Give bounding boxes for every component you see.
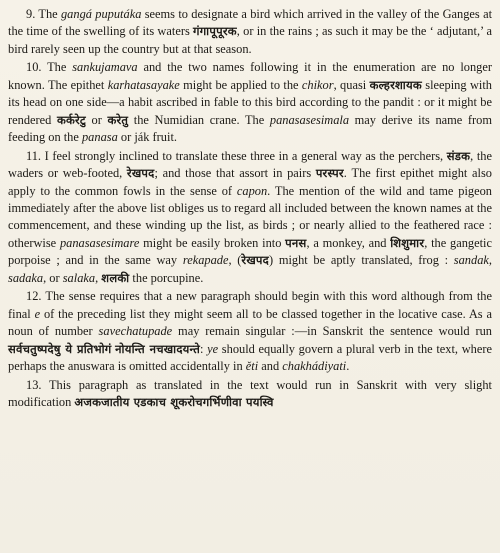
devanagari-term: नोयन्ति नचखादयन्ते <box>115 341 200 356</box>
text-run: might be easily broken into <box>139 235 286 250</box>
italic-term: ěti <box>245 359 259 374</box>
devanagari-term: परस्पर <box>315 166 344 181</box>
devanagari-term: करेतु <box>107 112 129 127</box>
italic-term: panasasesimare <box>59 235 140 250</box>
paragraph-13 <box>8 377 492 412</box>
text-run: may derive its name from feeding on the <box>8 112 493 145</box>
text-run: , or in the rains ; as such it may be the ‘ adjutant,’ a bird rarely seen up the country but at that season. <box>8 24 492 56</box>
text-run: and <box>258 359 283 374</box>
italic-term: e <box>34 306 41 321</box>
devanagari-term: संडक <box>446 148 471 163</box>
text-run: . <box>346 359 350 374</box>
paragraph-9 <box>8 6 492 58</box>
text-run: , <box>95 270 102 285</box>
italic-term: karhatasayake <box>107 77 180 92</box>
italic-term: capon <box>236 183 268 198</box>
devanagari-term: शलकी <box>101 270 130 285</box>
paragraph-12 <box>8 288 492 375</box>
devanagari-term: रेखपद <box>241 253 269 268</box>
paragraph-11 <box>8 148 492 288</box>
text-run: of the preceding list they might seem all to be classed together in the locative case. As a noun of number <box>8 306 492 339</box>
devanagari-term: पनस <box>285 235 307 250</box>
text-run: and the two names following it in the enumeration are no longer known. The epithet <box>8 60 492 92</box>
devanagari-term: शिशुमार <box>390 235 425 250</box>
text-run: 12. The sense requires that a new paragraph should begin with this word although from the final <box>8 289 492 321</box>
text-run: . The first epithet might also apply to the common fowls in the sense of <box>8 166 492 198</box>
text-run: seems to designate a bird which arrived in the valley of the Ganges at the time of the swelling of its waters <box>8 7 493 39</box>
italic-term: sandak <box>453 253 489 268</box>
devanagari-term: अजकजातीय एडकाच शूकरोचगर्भिणीवा पयस्वि <box>74 394 274 409</box>
text-run: : <box>200 341 208 356</box>
text-run: should equally govern a plural verb in the text, where perhaps the anuswara is omitted accidentally in <box>8 341 492 374</box>
text-run: , the waders or web-footed, <box>8 148 492 181</box>
text-run: 9. The <box>26 7 61 21</box>
italic-term: salaka <box>62 270 96 285</box>
text-run: or ják fruit. <box>117 130 177 145</box>
text-run: , a monkey, and <box>306 235 391 250</box>
italic-term: ye <box>207 341 219 356</box>
text-run: 11. I feel strongly inclined to translate these three in a general way as the perchers, <box>26 148 447 163</box>
text-run: might be applied to the <box>179 77 302 92</box>
text-run: the porcupine. <box>129 270 204 285</box>
text-run: or <box>85 112 108 127</box>
text-run: . The mention of the wild and tame pigeon immediately after the above list obliges us to regard all included between the known names at the commencement, and these winding up the list, as birds ; or nearly allied to the feathered race : otherwise <box>8 183 492 250</box>
text-run: , ( <box>228 253 242 268</box>
italic-term: rekapade <box>182 253 229 268</box>
text-run: 10. The <box>26 60 73 75</box>
devanagari-term: रेखपद <box>126 166 155 181</box>
text-run: the Numidian crane. The <box>128 112 270 127</box>
text-run: , or <box>43 270 63 285</box>
italic-term: panasa <box>81 130 118 145</box>
italic-term: savechatupade <box>98 324 173 339</box>
text-run: ; and those that assort in pairs <box>154 166 316 181</box>
italic-term: gangá puputáka <box>60 7 142 21</box>
italic-term: panasasesimala <box>269 112 350 127</box>
italic-term: chakhádiyati <box>282 359 347 374</box>
text-run: 13. This paragraph as translated in the text would run in Sanskrit with very slight modification <box>8 377 492 409</box>
italic-term: sankujamava <box>72 60 138 75</box>
text-run: ) might be aptly translated, frog : <box>268 253 454 268</box>
devanagari-term: गंगापूपूरक <box>193 24 237 39</box>
devanagari-term: कर्करेटु <box>56 112 86 127</box>
devanagari-term: सर्वचतुष्पदेषु ये प्रतिभोगं <box>8 341 112 356</box>
text-run: sleeping with its head on one side—a habit ascribed in fable to this bird according to the pandit : or it might be rendered <box>8 77 492 127</box>
paragraph-10 <box>8 59 492 146</box>
italic-term: sadaka <box>8 270 44 285</box>
text-run: , <box>488 253 492 268</box>
text-run: , the gangetic porpoise ; and in the same way <box>8 235 492 268</box>
devanagari-term: कल्हरशायक <box>369 77 422 92</box>
text-run: may remain singular :—in Sanskrit the sentence would run <box>172 324 492 339</box>
italic-term: chikor <box>301 77 334 92</box>
text-run: , quasi <box>333 77 370 92</box>
